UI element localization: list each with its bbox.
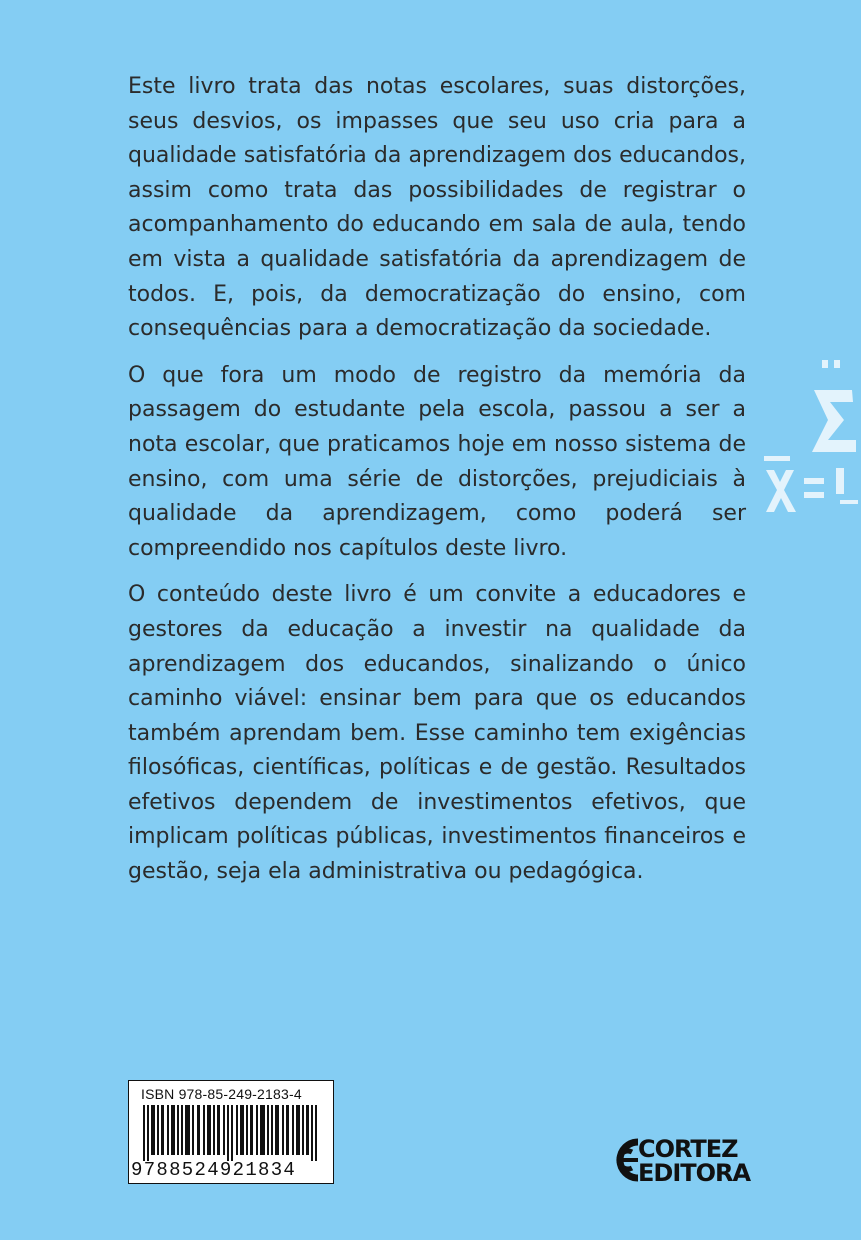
paragraph-1: Este livro trata das notas escolares, suas distorções, seus desvios, os impasses que seu uso cria para a qualidade satisfatória da aprendizagem dos educandos, assim como trata das possibilidades de registrar o acompanhamento do educando em sala de aula, tendo em vista a qualidade satisfatória da aprendizagem de todos. E, pois, da democratização do ensino, com consequências para a democratização da sociedade. xyxy=(128,74,746,342)
paragraph-2: O que fora um modo de registro da memória da passagem do estudante pela escola, passou a ser a nota escolar, que praticamos hoje em nosso sistema de ensino, com uma série de distorções, prejudiciais à qualidade da aprendizagem, como poderá ser compreendido nos capítulos deste livro. xyxy=(128,362,746,561)
logo-line-2: EDITORA xyxy=(638,1159,751,1187)
isbn-barcode xyxy=(128,1080,334,1184)
logo-line-1: CORTEZ xyxy=(638,1135,738,1163)
isbn-label: ISBN 978-85-249-2183-4 xyxy=(141,1086,302,1102)
barcode-bars xyxy=(143,1105,323,1161)
barcode-digits: 9788524921834 xyxy=(131,1159,297,1181)
paragraph-3: O conteúdo deste livro é um convite a educadores e gestores da educação a investir na qualidade da aprendizagem dos educandos, sinalizando o único caminho viável: ensinar bem para que os educandos também aprendam bem. Esse caminho tem exigências filosóficas, científicas, políticas e de gestão. Resultados efetivos dependem de investimentos efetivos, que implicam políticas públicas, investimentos financeiros e gestão, seja ela administrativa ou pedagógica. xyxy=(128,582,746,885)
cortez-editora-logo xyxy=(604,1130,754,1190)
back-cover-text xyxy=(128,70,746,902)
math-formula-decoration xyxy=(752,350,861,580)
